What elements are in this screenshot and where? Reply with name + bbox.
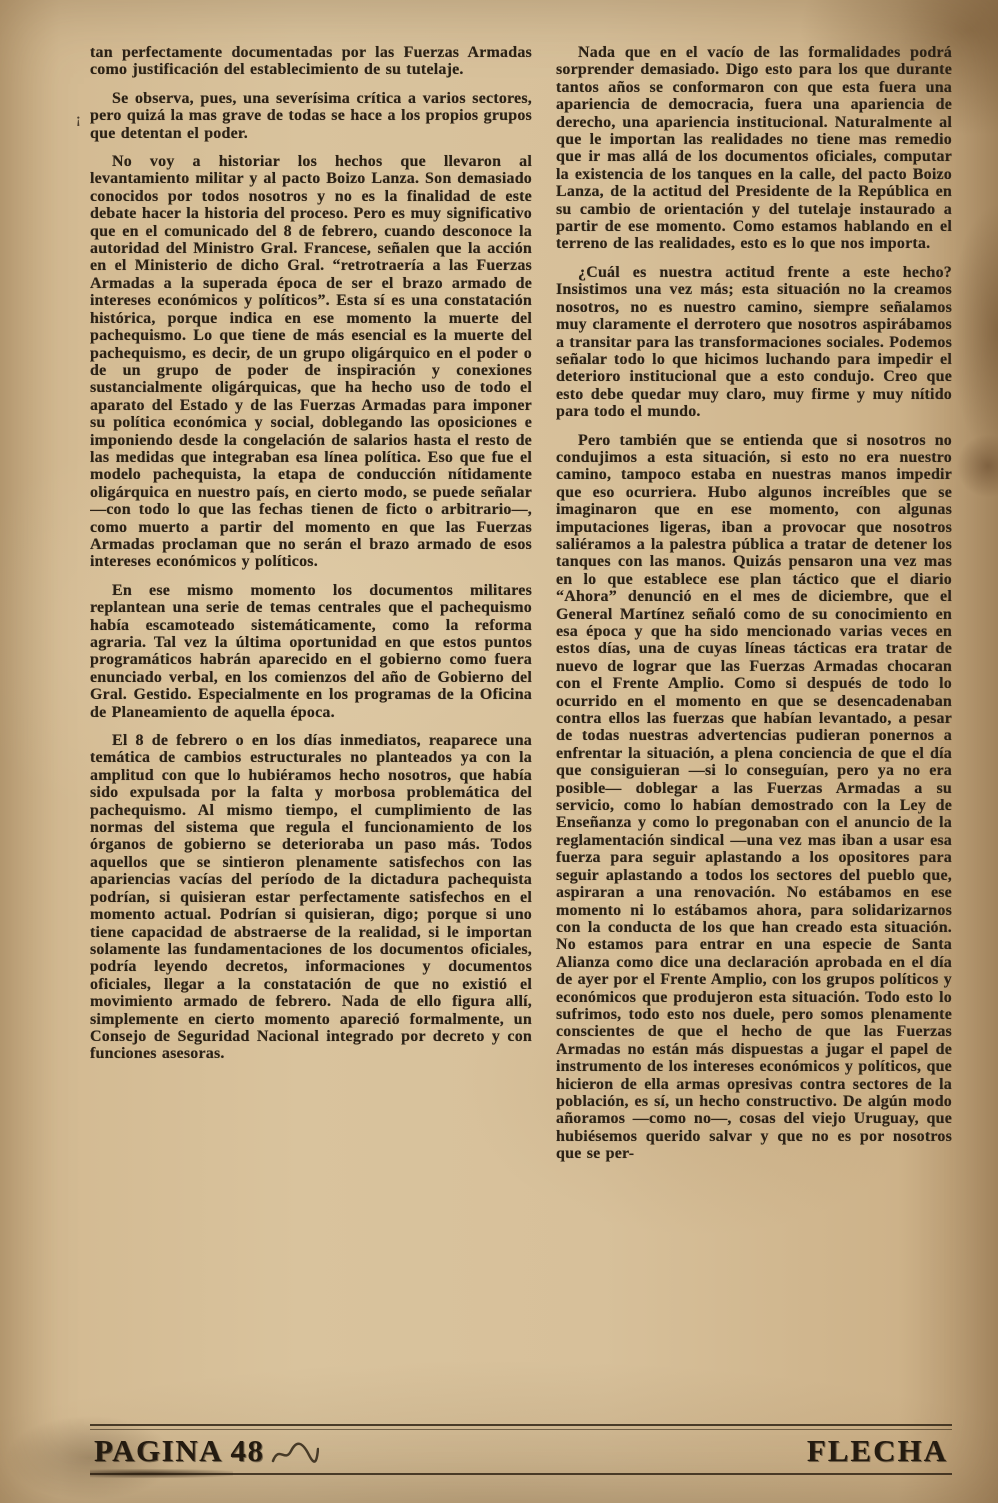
paragraph: ¿Cuál es nuestra actitud frente a este hecho? Insistimos una vez más; esta situación no la creamos nosotros, no es nuestro camino, siempre señalamos muy claramente el derrotero que nosotros aspirábamos a transitar para las transformaciones sociales. Podemos señalar todo lo que hicimos luchando para impedir el deterioro institucional que a esto condujo. Creo que esto debe quedar muy claro, muy firme y muy nítido para todo el mundo.: [556, 263, 952, 421]
handwritten-scribble-icon: [271, 1441, 319, 1467]
left-column: [90, 44, 532, 1366]
paragraph: Se observa, pues, una severísima crítica a varios sectores, pero quizá la mas grave de todas se hace a los propios grupos que detentan el poder.: [90, 89, 532, 142]
right-column: [556, 44, 952, 1366]
paragraph: No voy a historiar los hechos que llevaron al levantamiento militar y al pacto Boizo Lanza. Son demasiado conocidos por todos nosotros y no es la finalidad de este debate hacer la historia del proceso. Pero es muy significativo que en el comunicado del 8 de febrero, cuando desconoce la autoridad del Ministro Gral. Francese, señalen que la acción en el Ministerio de dicho Gral. “retrotraería a las Fuerzas Armadas a la superada época de ser el brazo armado de intereses económicos y políticos”. Esta sí es una constatación histórica, porque indica en ese momento la muerte del pachequismo. Lo que tiene de más esencial es la muerte del pachequismo, es decir, de un grupo oligárquico en el poder o de un grupo de poder de inspiración y conexiones sustancialmente oligárquicas, que ha hecho uso de todo el aparato del Estado y de las Fuerzas Armadas para imponer su política económica y social, doblegando las oposiciones e imponiendo desde la congelación de salarios hasta el resto de las medidas que integraban esa línea política. Eso que fue el modelo pachequista, la etapa de conducción nítidamente oligárquica en nuestro país, en cierto modo, se puede señalar —con todo lo que las fechas tienen de ficto o arbitrario—, como muerto a partir del momento en que las Fuerzas Armadas proclaman que no serán el brazo armado de esos intereses económicos y políticos.: [90, 153, 532, 571]
page-footer: [0, 1424, 998, 1475]
publication-name: FLECHA: [806, 1433, 948, 1468]
paragraph: El 8 de febrero o en los días inmediatos, reaparece una temática de cambios estructurales no planteados ya con la amplitud con que lo hubiéramos hecho nosotros, que había sido expulsada por la falta y morbosa problemática del pachequismo. Al mismo tiempo, el cumplimiento de las normas del sistema que regula el funcionamiento de los órganos de gobierno se deterioraba un paso más. Todos aquellos que se sintieron plenamente satisfechos con las apariencias vacías del período de la dictadura pachequista podrían, si quisieran estar perfectamente satisfechos en el momento actual. Podrían si quisieran, digo; porque si uno tiene capacidad de abstraerse de la realidad, si le importan solamente las fundamentaciones de los documentos oficiales, podría leyendo decretos, informaciones y documentos oficiales, llegar a la constatación de que no existió el movimiento armado de febrero. Nada de ello figura allí, simplemente en cierto momento apareció formalmente, un Consejo de Seguridad Nacional integrado por decreto y con funciones asesoras.: [90, 732, 532, 1063]
paragraph: Pero también que se entienda que si nosotros no condujimos a esta situación, si esto no era nuestro camino, tampoco estaba en nuestras manos impedir que eso ocurriera. Hubo algunos increíbles que se imaginaron que en ese momento, con algunas imputaciones ligeras, iban a provocar que nosotros saliéramos a la palestra pública a tratar de detener los tanques con las manos. Quizás pensaron una vez mas en lo que establece ese plan táctico que el diario “Ahora” denunció en el mes de diciembre, que el General Martínez señaló como de su conocimiento en esa época y que ha sido mencionado varias veces en estos días, una de cuyas líneas tácticas era tratar de nuevo de lograr que las Fuerzas Armadas chocaran con el Frente Amplio. Como si después de todo lo ocurrido en el momento en que se desencadenaban contra ellos las fuerzas que habían levantado, a pesar de todas nuestras advertencias pudieran ponernos a enfrentar la situación, a plena conciencia de que el día que consiguieran —si lo conseguían, pero ya no era posible— doblegar a las Fuerzas Armadas a su servicio, como lo habían demostrado con la Ley de Enseñanza y como lo pregonaban con el anuncio de la reglamentación sindical —una vez mas iban a usar esa fuerza para seguir aplastando a los opositores para seguir aplastando a todos los sectores del pueblo que, aspiraran a una renovación. No estábamos en ese momento ni lo estábamos ahora, para solidarizarnos con la conducta de los que han creado esta situación. No estamos para entrar en una especie de Santa Alianza como dice una declaración aprobada en el día de ayer por el Frente Amplio, con los grupos políticos y económicos que produjeron esta situación. Todo esto lo sufrimos, todo esto nos duele, pero somos plenamente conscientes de que el hecho de que las Fuerzas Armadas no están más dispuestas a jugar el papel de instrumento de los intereses económicos y políticos, que hicieron de ella armas opresivas contra sectores de la población, es sí, un hecho constructivo. De algún modo añoramos —como no—, cosas del viejo Uruguay, que hubiésemos querido salvar y que no es por nosotros que se per-: [556, 431, 952, 1163]
footer-row: [90, 1430, 952, 1473]
footer-bottom-rule: [90, 1473, 952, 1475]
paragraph: En ese mismo momento los documentos militares replantean una serie de temas centrales que el pachequismo había escamoteado sistemáticamente, como la reforma agraria. Tal vez la última oportunidad en que estos puntos programáticos habrán aparecido en el gobierno como fuera enunciado verbal, en los comienzos del año de Gobierno del Gral. Gestido. Especialmente en los programas de la Oficina de Planeamiento de aquella época.: [90, 581, 532, 721]
paragraph: tan perfectamente documentadas por las Fuerzas Armadas como justificación del establecimiento de su tutelaje.: [90, 44, 532, 79]
stray-ink-mark: ¡: [76, 112, 81, 127]
paragraph: Nada que en el vacío de las formalidades podrá sorprender demasiado. Digo esto para los que durante tantos años se conformaron con que esta fuera una apariencia de democracia, fuera una apariencia de derecho, una apariencia institucional. Naturalmente al que le importan las realidades no tiene mas remedio que ir mas allá de los documentos oficiales, computar la existencia de los tanques en la calle, del pacto Boizo Lanza, de la actitud del Presidente de la República en su cambio de orientación y del tutelaje instaurado a partir de ese momento. Como estamos hablando en el terreno de las realidades, esto es lo que nos importa.: [556, 44, 952, 253]
page-number: PAGINA 48: [94, 1433, 265, 1468]
footer-left: [94, 1433, 319, 1469]
